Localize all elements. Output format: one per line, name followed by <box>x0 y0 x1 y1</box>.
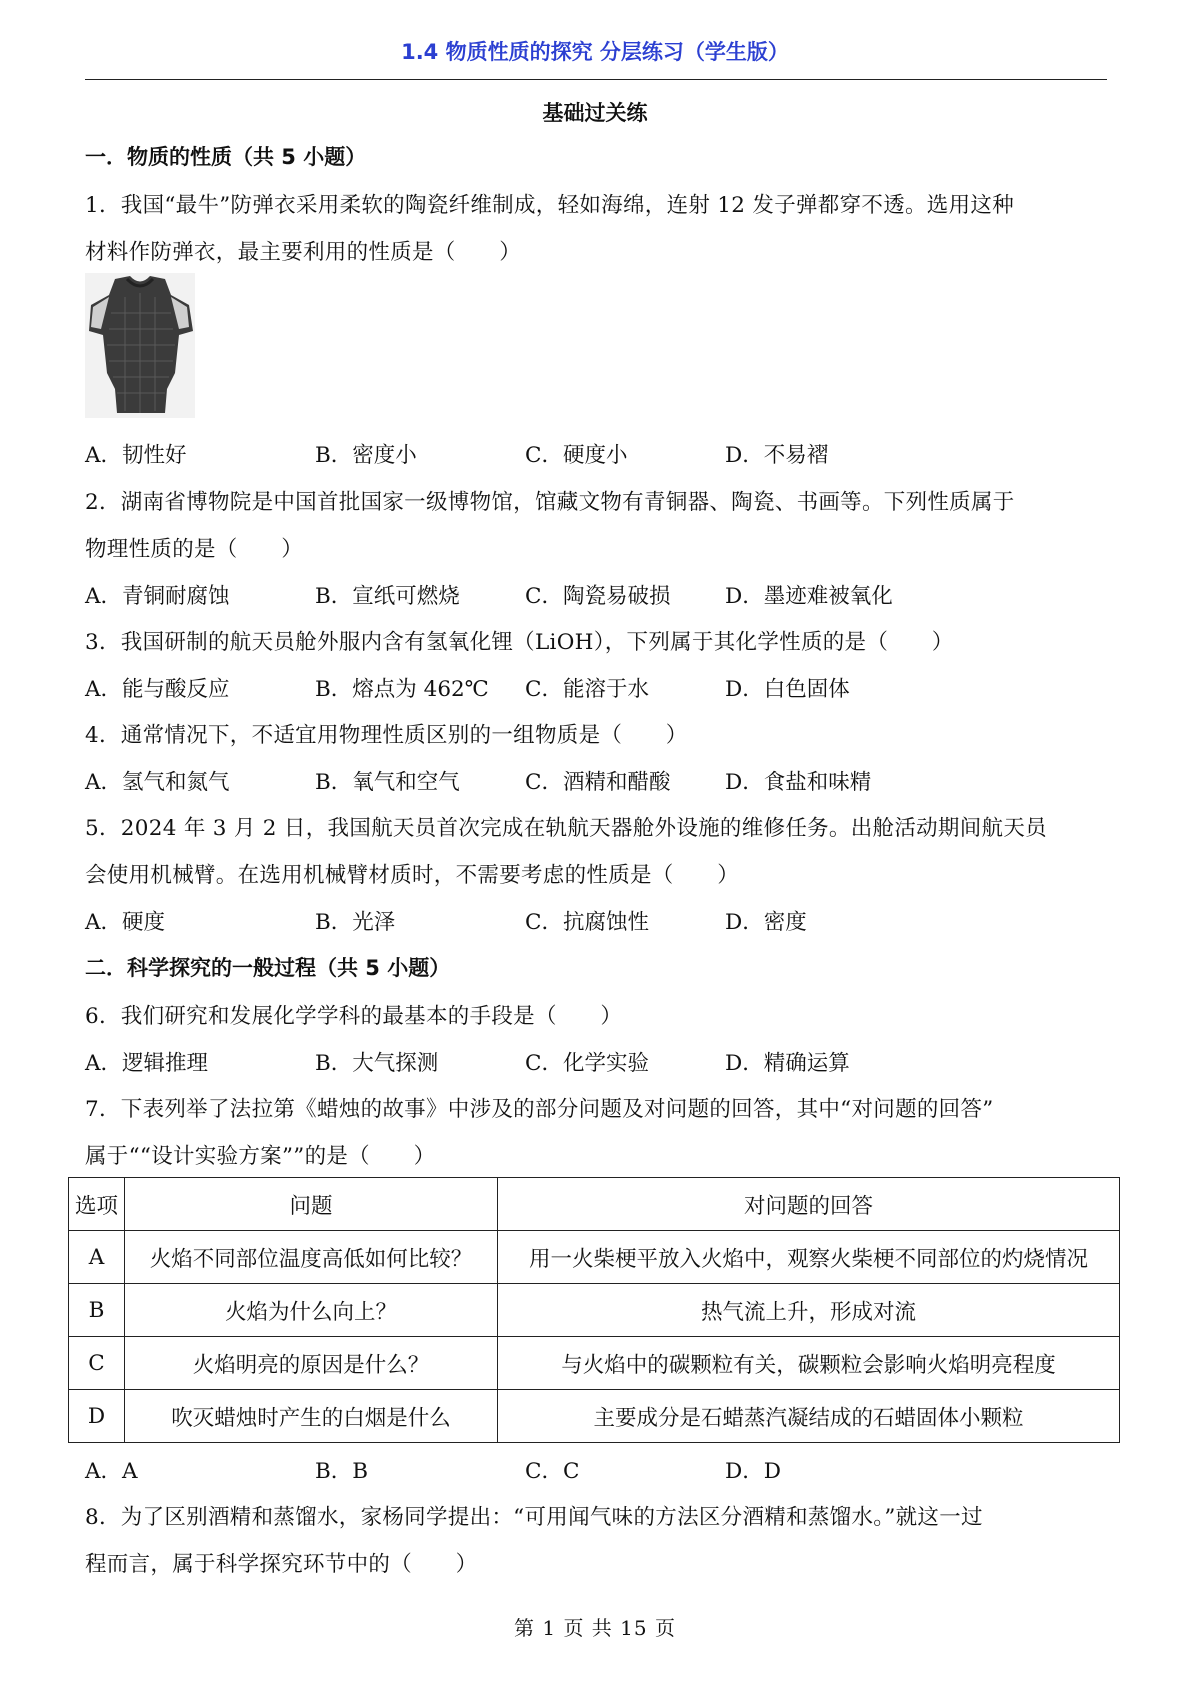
question-6-options <box>85 1046 1085 1076</box>
option-c: C．化学实验 <box>525 1051 649 1076</box>
header-divider <box>85 79 1107 80</box>
table-cell: D <box>69 1390 125 1443</box>
option-a: A．韧性好 <box>85 443 187 468</box>
document-title: 1.4 物质性质的探究 分层练习（学生版） <box>401 40 789 64</box>
table-cell: 火焰明亮的原因是什么？ <box>125 1337 498 1390</box>
table-cell: 主要成分是石蜡蒸汽凝结成的石蜡固体小颗粒 <box>498 1390 1120 1443</box>
option-b: B．B <box>315 1459 369 1484</box>
option-c: C．抗腐蚀性 <box>525 910 649 935</box>
table-header-cell: 选项 <box>69 1178 125 1231</box>
question-2-line-2: 物理性质的是（ ） <box>85 537 304 562</box>
option-b: B．宣纸可燃烧 <box>315 584 460 609</box>
level-subtitle: 基础过关练 <box>542 101 648 125</box>
option-d: D．不易褶 <box>725 443 829 468</box>
table-header-cell: 问题 <box>125 1178 498 1231</box>
option-d: D．白色固体 <box>725 677 850 702</box>
table-row <box>69 1390 1120 1443</box>
option-a: A．氢气和氮气 <box>85 770 230 795</box>
question-4-line-1: 4．通常情况下，不适宜用物理性质区别的一组物质是（ ） <box>85 723 688 748</box>
option-c: C．C <box>525 1459 580 1484</box>
table-cell: 火焰不同部位温度高低如何比较？ <box>125 1231 498 1284</box>
question-2-options <box>85 579 1085 609</box>
option-a: A．青铜耐腐蚀 <box>85 584 230 609</box>
option-b: B．氧气和空气 <box>315 770 460 795</box>
question-5-options <box>85 905 1085 935</box>
question-8-line-2: 程而言，属于科学探究环节中的（ ） <box>85 1552 478 1577</box>
option-b: B．熔点为 462℃ <box>315 677 489 702</box>
bulletproof-vest-image <box>85 273 195 418</box>
question-1-line-1: 1．我国“最牛”防弹衣采用柔软的陶瓷纤维制成，轻如海绵，连射 12 发子弹都穿不透。选用这种 <box>85 193 1014 218</box>
table-cell: 用一火柴梗平放入火焰中，观察火柴梗不同部位的灼烧情况 <box>498 1231 1120 1284</box>
question-7-line-1: 7．下表列举了法拉第《蜡烛的故事》中涉及的部分问题及对问题的回答，其中“对问题的回答” <box>85 1097 994 1122</box>
table-header-cell: 对问题的回答 <box>498 1178 1120 1231</box>
question-1-options <box>85 438 1085 468</box>
option-c: C．酒精和醋酸 <box>525 770 671 795</box>
option-d: D．D <box>725 1459 781 1484</box>
question-5-line-2: 会使用机械臂。在选用机械臂材质时，不需要考虑的性质是（ ） <box>85 863 740 888</box>
table-row <box>69 1284 1120 1337</box>
table-row <box>69 1337 1120 1390</box>
section-heading-2: 二．科学探究的一般过程（共 5 小题） <box>85 956 451 980</box>
table-cell: 热气流上升，形成对流 <box>498 1284 1120 1337</box>
option-a: A．逻辑推理 <box>85 1051 209 1076</box>
table-cell: 吹灭蜡烛时产生的白烟是什么 <box>125 1390 498 1443</box>
question-7-options <box>85 1454 1085 1484</box>
question-5-line-1: 5．2024 年 3 月 2 日，我国航天员首次完成在轨航天器舱外设施的维修任务。出舱活动期间航天员 <box>85 816 1047 841</box>
table-row <box>69 1231 1120 1284</box>
section-heading-1: 一．物质的性质（共 5 小题） <box>85 145 367 169</box>
question-7-table <box>68 1177 1120 1443</box>
question-7-line-2: 属于““设计实验方案””的是（ ） <box>85 1144 436 1169</box>
option-c: C．硬度小 <box>525 443 628 468</box>
question-3-line-1: 3．我国研制的航天员舱外服内含有氢氧化锂（LiOH），下列属于其化学性质的是（ ） <box>85 630 954 655</box>
option-a: A．A <box>85 1459 138 1484</box>
table-cell: A <box>69 1231 125 1284</box>
table-cell: 火焰为什么向上？ <box>125 1284 498 1337</box>
question-4-options <box>85 765 1085 795</box>
table-cell: C <box>69 1337 125 1390</box>
question-8-line-1: 8．为了区别酒精和蒸馏水，家杨同学提出：“可用闻气味的方法区分酒精和蒸馏水。”就这一过 <box>85 1505 983 1530</box>
option-c: C．陶瓷易破损 <box>525 584 671 609</box>
page-number: 第 1 页 共 15 页 <box>514 1616 676 1640</box>
option-b: B．光泽 <box>315 910 396 935</box>
option-d: D．食盐和味精 <box>725 770 872 795</box>
question-3-options <box>85 672 1085 702</box>
option-a: A．能与酸反应 <box>85 677 230 702</box>
option-b: B．密度小 <box>315 443 417 468</box>
table-header-row <box>69 1178 1120 1231</box>
option-a: A．硬度 <box>85 910 166 935</box>
option-c: C．能溶于水 <box>525 677 649 702</box>
option-d: D．墨迹难被氧化 <box>725 584 893 609</box>
table-cell: B <box>69 1284 125 1337</box>
option-b: B．大气探测 <box>315 1051 439 1076</box>
table-cell: 与火焰中的碳颗粒有关，碳颗粒会影响火焰明亮程度 <box>498 1337 1120 1390</box>
option-d: D．密度 <box>725 910 807 935</box>
question-6-line-1: 6．我们研究和发展化学学科的最基本的手段是（ ） <box>85 1004 623 1029</box>
question-1-line-2: 材料作防弹衣，最主要利用的性质是（ ） <box>85 240 522 265</box>
question-2-line-1: 2．湖南省博物院是中国首批国家一级博物馆，馆藏文物有青铜器、陶瓷、书画等。下列性质属于 <box>85 490 1015 515</box>
option-d: D．精确运算 <box>725 1051 850 1076</box>
